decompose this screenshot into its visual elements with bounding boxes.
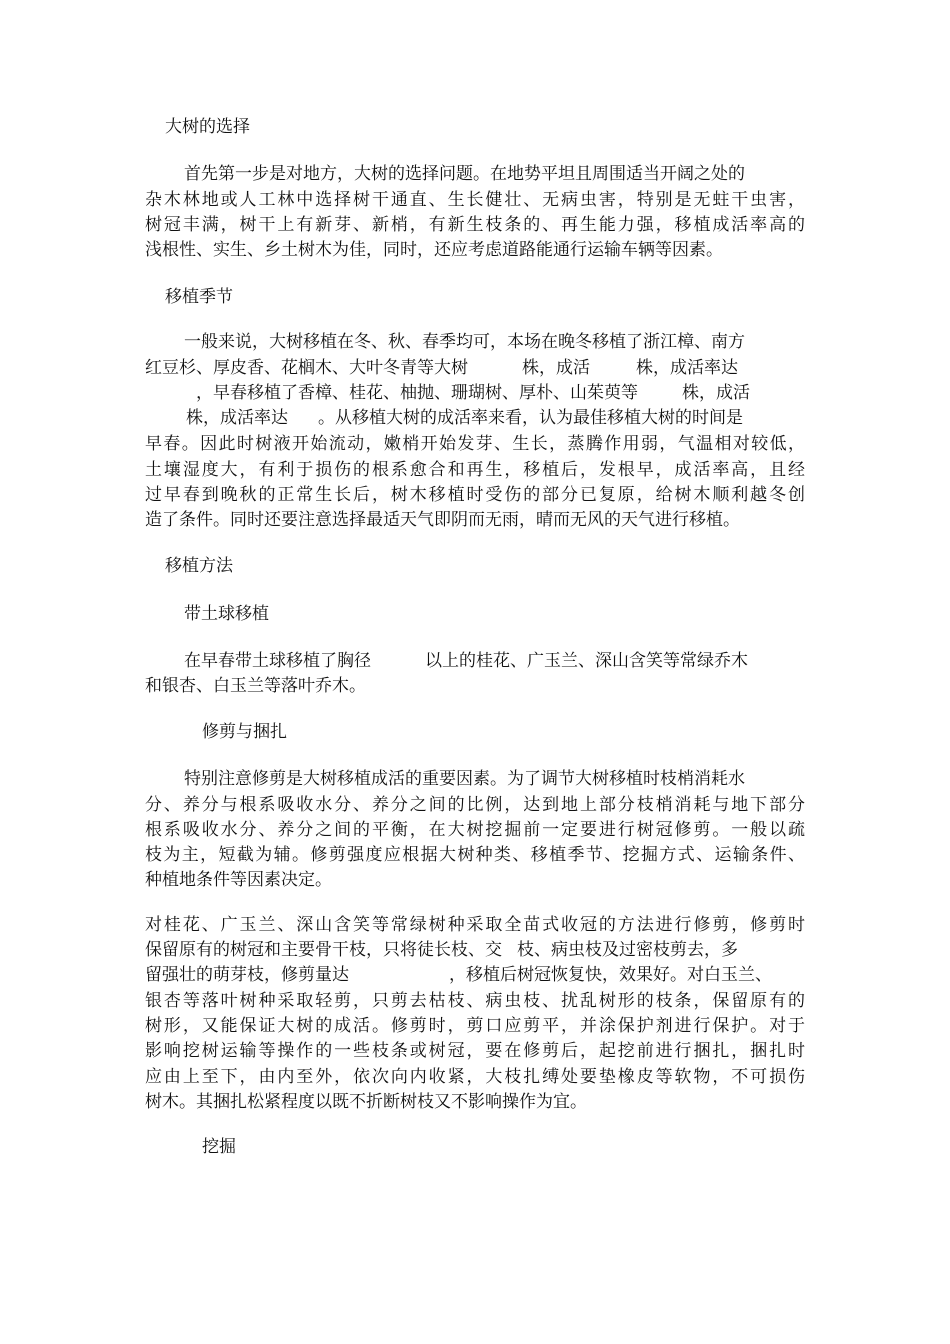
section-heading-season: 移植季节 bbox=[165, 287, 233, 307]
text-segment: 枝、病虫枝及过密枝剪去，多 bbox=[517, 940, 738, 960]
paragraph-line: 根系吸收水分、养分之间的平衡，在大树挖掘前一定要进行树冠修剪。一般以疏 bbox=[145, 820, 805, 840]
paragraph-line bbox=[145, 357, 805, 379]
text-segment: ，移植后树冠恢复快，效果好。对白玉兰、 bbox=[449, 965, 772, 985]
text-segment: 株，成活 bbox=[522, 358, 590, 378]
paragraph-line: 早春。因此时树液开始流动，嫩梢开始发芽、生长，蒸腾作用弱，气温相对较低， bbox=[145, 434, 805, 454]
paragraph-line bbox=[145, 964, 805, 986]
paragraph-line: 树木。其捆扎松紧程度以既不折断树枝又不影响操作为宜。 bbox=[145, 1092, 587, 1112]
text-segment: 保留原有的树冠和主要骨干枝，只将徒长枝、交 bbox=[145, 940, 502, 960]
paragraph-line: 造了条件。同时还要注意选择最适天气即阴而无雨，晴而无风的天气进行移植。 bbox=[145, 510, 740, 530]
paragraph-line: 土壤湿度大，有利于损伤的根系愈合和再生，移植后，发根早，成活率高，且经 bbox=[145, 460, 805, 480]
paragraph-line: 枝为主，短截为辅。修剪强度应根据大树种类、移植季节、挖掘方式、运输条件、 bbox=[145, 845, 805, 865]
subsection-heading-root-ball: 带土球移植 bbox=[184, 604, 269, 624]
text-segment: 。从移植大树的成活率来看，认为最佳移植大树的时间是 bbox=[318, 408, 743, 428]
paragraph-line: 树形，又能保证大树的成活。修剪时，剪口应剪平，并涂保护剂进行保护。对于 bbox=[145, 1016, 805, 1036]
paragraph-line: 杂木林地或人工林中选择树干通直、生长健壮、无病虫害，特别是无蛀干虫害， bbox=[145, 190, 805, 210]
text-segment: 株，成活率达 bbox=[636, 358, 738, 378]
paragraph-line: 树冠丰满，树干上有新芽、新梢，有新生枝条的、再生能力强，移植成活率高的 bbox=[145, 215, 805, 235]
paragraph-line: 影响挖树运输等操作的一些枝条或树冠，要在修剪后，起挖前进行捆扎，捆扎时 bbox=[145, 1041, 805, 1061]
paragraph-line: 一般来说，大树移植在冬、秋、春季均可，本场在晚冬移植了浙江樟、南方 bbox=[184, 332, 745, 352]
paragraph-line bbox=[184, 650, 806, 672]
paragraph-line: 浅根性、实生、乡土树木为佳，同时，还应考虑道路能通行运输车辆等因素。 bbox=[145, 240, 723, 260]
subsection-heading-digging: 挖掘 bbox=[202, 1137, 236, 1157]
text-segment: ，早春移植了香樟、桂花、柚抛、珊瑚树、厚朴、山茱萸等 bbox=[196, 383, 638, 403]
text-segment: 在早春带土球移植了胸径 bbox=[184, 651, 371, 671]
text-segment: 株，成活率达 bbox=[186, 408, 288, 428]
text-segment: 留强壮的萌芽枝，修剪量达 bbox=[145, 965, 349, 985]
paragraph-line bbox=[196, 382, 806, 404]
paragraph-line: 和银杏、白玉兰等落叶乔木。 bbox=[145, 676, 366, 696]
text-segment: 株，成活 bbox=[682, 383, 750, 403]
paragraph-line: 分、养分与根系吸收水分、养分之间的比例，达到地上部分枝梢消耗与地下部分 bbox=[145, 795, 805, 815]
paragraph-line: 过早春到晚秋的正常生长后，树木移植时受伤的部分已复原，给树木顺利越冬创 bbox=[145, 485, 805, 505]
paragraph-line bbox=[186, 407, 806, 429]
paragraph-line: 种植地条件等因素决定。 bbox=[145, 870, 332, 890]
paragraph-line: 应由上至下，由内至外，依次向内收紧，大枝扎缚处要垫橡皮等软物，不可损伤 bbox=[145, 1067, 805, 1087]
text-segment: 以上的桂花、广玉兰、深山含笑等常绿乔木 bbox=[425, 651, 748, 671]
paragraph-line: 首先第一步是对地方，大树的选择问题。在地势平坦且周围适当开阔之处的 bbox=[184, 164, 745, 184]
section-heading-method: 移植方法 bbox=[165, 556, 233, 576]
paragraph-line: 特别注意修剪是大树移植成活的重要因素。为了调节大树移植时枝梢消耗水 bbox=[184, 769, 745, 789]
paragraph-line: 银杏等落叶树种采取轻剪，只剪去枯枝、病虫枝、扰乱树形的枝条，保留原有的 bbox=[145, 991, 805, 1011]
paragraph-line bbox=[145, 939, 805, 961]
paragraph-line: 对桂花、广玉兰、深山含笑等常绿树种采取全苗式收冠的方法进行修剪，修剪时 bbox=[145, 915, 805, 935]
section-heading-tree-selection: 大树的选择 bbox=[165, 117, 250, 137]
text-segment: 红豆杉、厚皮香、花榈木、大叶冬青等大树 bbox=[145, 358, 468, 378]
subsection-heading-pruning: 修剪与捆扎 bbox=[202, 722, 287, 742]
